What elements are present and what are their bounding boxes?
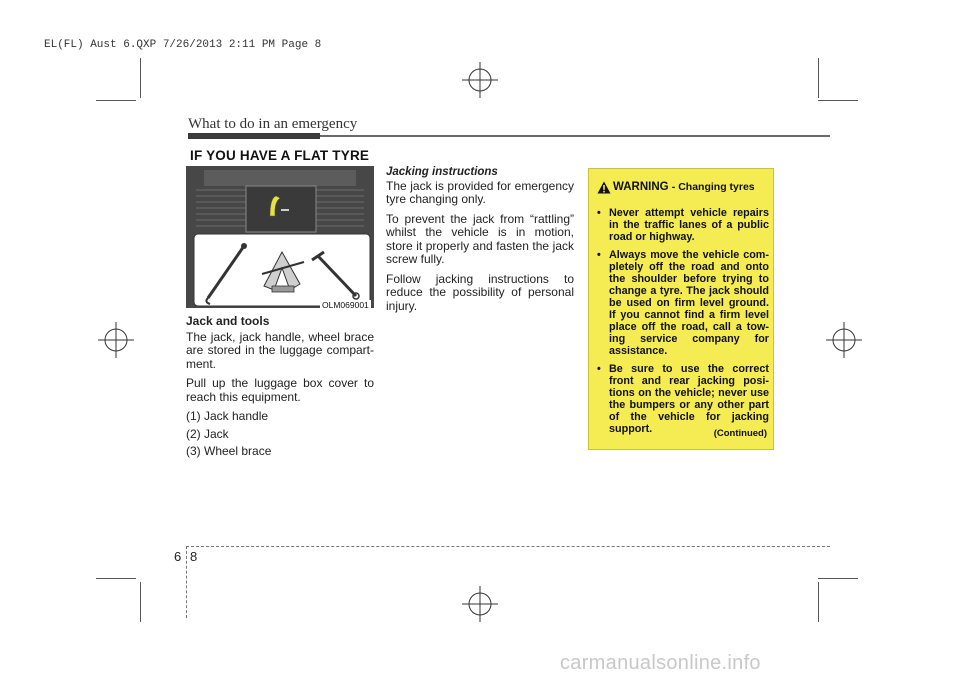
warning-list [597,207,769,441]
registration-mark-icon [98,322,134,358]
warning-label: WARNING [613,181,669,193]
warning-subtitle: - Changing tyres [671,181,755,193]
paragraph: To prevent the jack from “rattling” whilst the vehicle is in motion, store it properly and fasten the jack screw fully. [386,211,574,266]
list-item: (3) Wheel brace [186,444,272,458]
section-title: IF YOU HAVE A FLAT TYRE [190,148,370,163]
registration-mark-icon [826,322,862,358]
chapter-number: 6 [174,549,182,564]
header-rule [320,135,830,137]
warning-triangle-icon [597,181,611,194]
warning-box [588,168,774,450]
footer-rule [186,546,830,547]
print-slug: EL(FL) Aust 6.QXP 7/26/2013 2:11 PM Page 8 [44,39,322,51]
jack-tools-heading: Jack and tools [186,314,270,328]
jacking-instructions-heading: Jacking instructions [386,166,498,178]
registration-mark-icon [462,62,498,98]
continued-note: (Continued) [713,428,767,439]
page-number: 8 [190,549,198,564]
middle-column [386,166,574,319]
warning-item: • Always move the vehicle com-pletely off the road and onto the shoulder before trying to change a tyre. The jack should be used on firm level ground. If you cannot find a firm level place off the road, call a tow-ing service company for assistance. [597,249,769,357]
warning-item: • Be sure to use the correct front and rear jacking posi-tions on the vehicle; never use the bumpers or any other part of the vehicle for jacking support. [597,363,769,435]
warning-heading [613,181,773,193]
paragraph: The jack is provided for emergency tyre changing only. [386,178,574,206]
header-bar [188,133,320,139]
chapter-header: What to do in an emergency [188,116,358,132]
watermark: carmanualsonline.info [560,652,761,674]
paragraph: The jack, jack handle, wheel brace are stored in the luggage compart-ment. [186,329,374,371]
paragraph: Follow jacking instructions to reduce the possibility of personal injury. [386,271,574,313]
left-column [186,315,374,465]
registration-mark-icon [462,586,498,622]
footer-divider [186,546,187,618]
jack-tools-illustration [186,166,374,308]
list-item: (1) Jack handle [186,409,269,423]
figure-code: OLM069001 [322,300,369,310]
warning-item: • Never attempt vehicle repairs in the traffic lanes of a public road or highway. [597,207,769,243]
paragraph: Pull up the luggage box cover to reach this equipment. [186,376,374,404]
luggage-compartment-figure [186,166,374,308]
list-item: (2) Jack [186,426,229,441]
